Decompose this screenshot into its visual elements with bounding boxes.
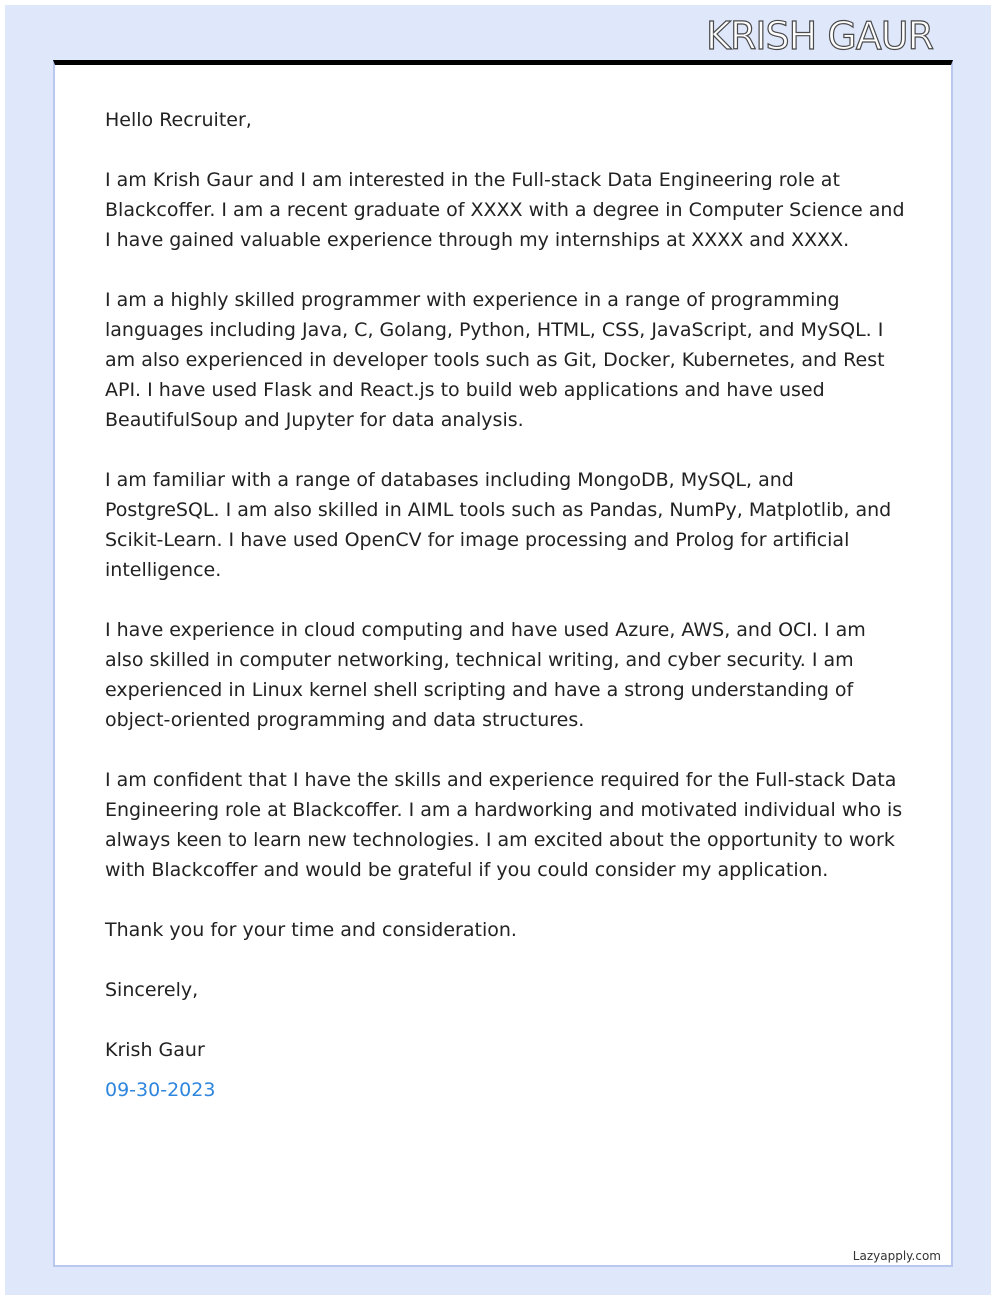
footer-brand: Lazyapply.com [852,1249,941,1263]
paragraph-programming: I am a highly skilled programmer with experience in a range of programming languages including Java, C, Golang, Python, HTML, CSS, JavaScript, and MySQL. I am also experienced in developer tools such as Git, Docker, Kubernetes, and Rest API. I have used Flask and React.js to build web applications and have used BeautifulSoup and Jupyter for data analysis. [105,289,885,431]
letter-sheet [53,60,953,1267]
paragraph-closing: I am confident that I have the skills and experience required for the Full-stack Data Engineering role at Blackcoffer. I am a hardworking and motivated individual who is always keen to learn new technologies. I am excited about the opportunity to work with Blackcoffer and would be grateful if you could consider my application. [105,769,903,881]
closing-salutation: Sincerely, [105,979,199,1001]
letter-date: 09-30-2023 [105,1079,216,1101]
header-name: KRISH GAUR [706,14,933,58]
greeting: Hello Recruiter, [105,109,252,131]
thanks-line: Thank you for your time and consideration. [105,919,517,941]
letter-body [105,105,905,1135]
signature-name: Krish Gaur [105,1039,205,1061]
page-background [5,5,991,1295]
paragraph-intro: I am Krish Gaur and I am interested in the Full-stack Data Engineering role at Blackcoffer. I am a recent graduate of XXXX with a degree in Computer Science and I have gained valuable experience through my internships at XXXX and XXXX. [105,169,905,251]
paragraph-databases: I am familiar with a range of databases including MongoDB, MySQL, and PostgreSQL. I am also skilled in AIML tools such as Pandas, NumPy, Matplotlib, and Scikit-Learn. I have used OpenCV for image processing and Prolog for artificial intelligence. [105,469,892,581]
paragraph-cloud: I have experience in cloud computing and have used Azure, AWS, and OCI. I am also skilled in computer networking, technical writing, and cyber security. I am experienced in Linux kernel shell scripting and have a strong understanding of object-oriented programming and data structures. [105,619,866,731]
